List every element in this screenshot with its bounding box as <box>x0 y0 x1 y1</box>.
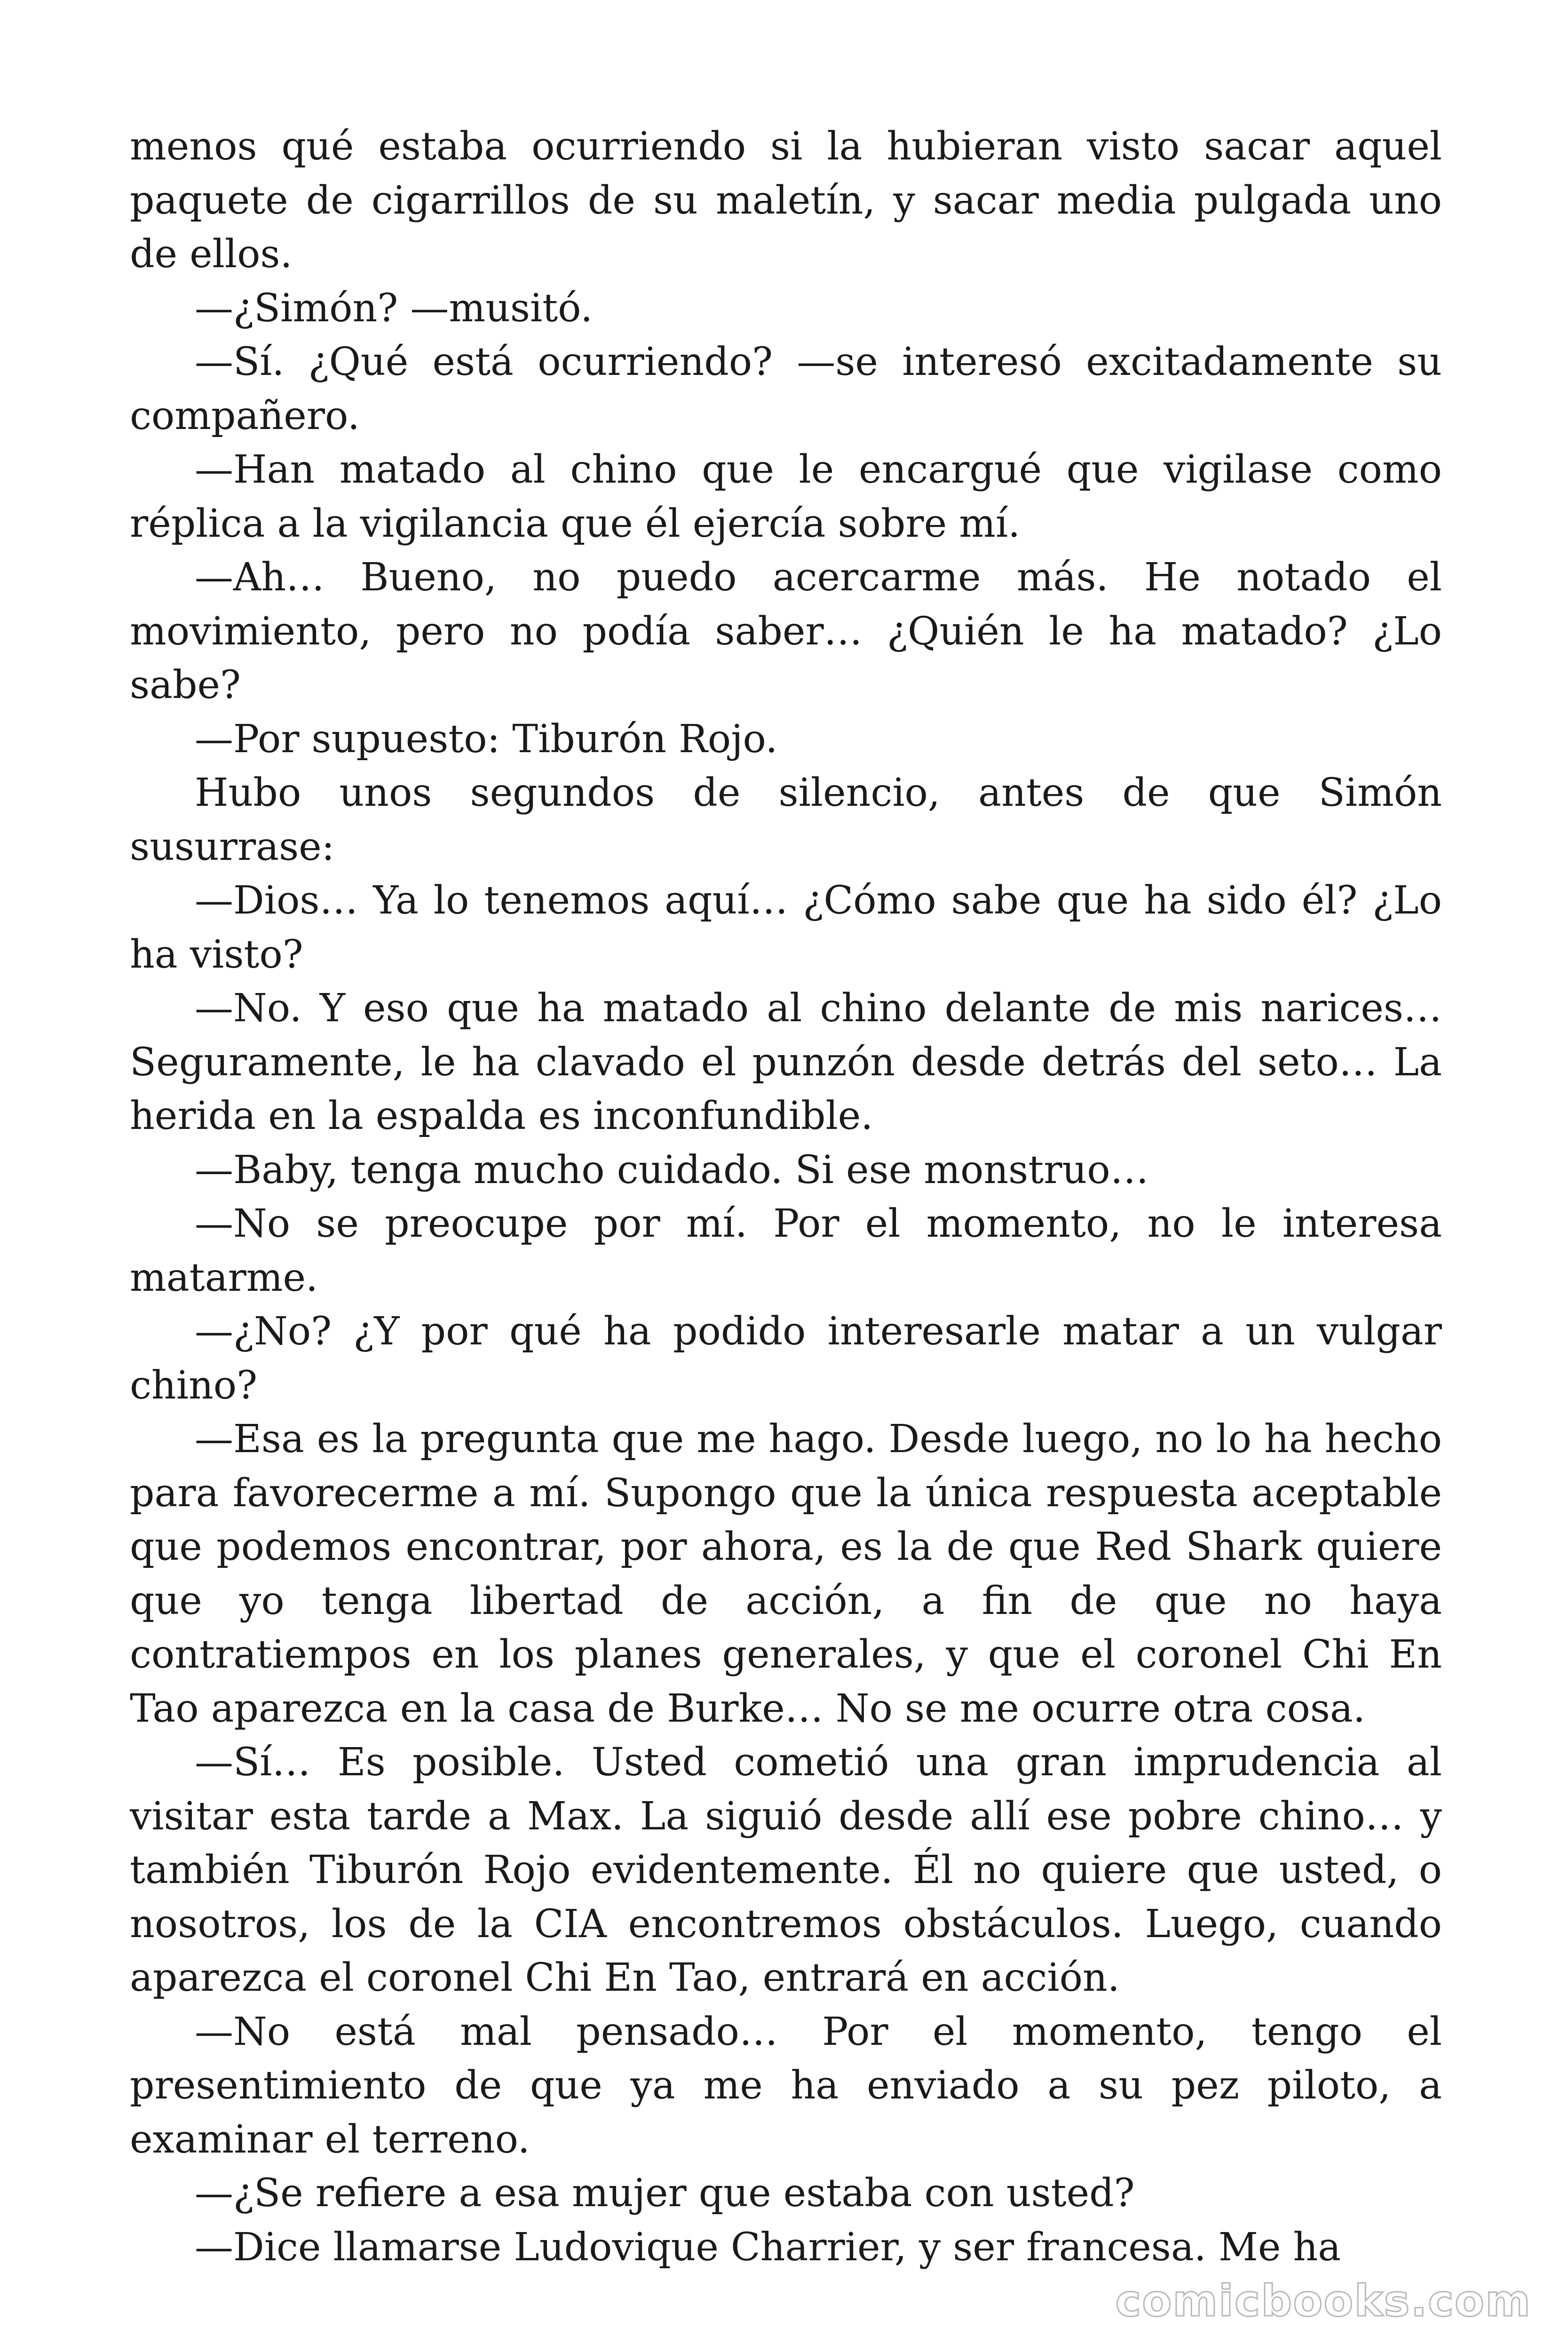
paragraph-7: Hubo unos segundos de silencio, antes de que Simón susurrase: <box>130 771 1442 869</box>
paragraph-2: —¿Simón? —musitó. <box>195 286 593 331</box>
paragraph-14: —Sí… Es posible. Usted cometió una gran imprudencia al visitar esta tarde a Max. La siguió desde allí ese pobre chino… y también Tiburón Rojo evidentemente. Él no quiere que usted, o nosotros, los de la CIA encontremos obstáculos. Luego, cuando aparezca el coronel Chi En Tao, entrará en acción. <box>130 1740 1442 2000</box>
paragraph-4: —Han matado al chino que le encargué que vigilase como réplica a la vigilancia que él ejercía sobre mí. <box>130 447 1442 546</box>
paragraph-15: —No está mal pensado… Por el momento, tengo el presentimiento de que ya me ha enviado a su pez piloto, a examinar el terreno. <box>130 2009 1442 2162</box>
paragraph-9: —No. Y eso que ha matado al chino delante de mis narices… Seguramente, le ha clavado el punzón desde detrás del seto… La herida en la espalda es inconfundible. <box>130 986 1442 1138</box>
paragraph-16: —¿Se refiere a esa mujer que estaba con usted? <box>195 2171 1135 2216</box>
paragraph-6: —Por supuesto: Tiburón Rojo. <box>195 716 778 762</box>
watermark-logo: comicbooks.com <box>1115 2276 1531 2326</box>
paragraph-12: —¿No? ¿Y por qué ha podido interesarle matar a un vulgar chino? <box>130 1309 1442 1408</box>
paragraph-3: —Sí. ¿Qué está ocurriendo? —se interesó excitadamente su compañero. <box>130 340 1442 438</box>
paragraph-5: —Ah… Bueno, no puedo acercarme más. He notado el movimiento, pero no podía saber… ¿Quién le ha matado? ¿Lo sabe? <box>130 555 1442 707</box>
paragraph-10: —Baby, tenga mucho cuidado. Si ese monstruo… <box>195 1147 1149 1192</box>
page-body-text <box>130 120 1442 2274</box>
paragraph-11: —No se preocupe por mí. Por el momento, no le interesa matarme. <box>130 1201 1442 1300</box>
paragraph-8: —Dios… Ya lo tenemos aquí… ¿Cómo sabe que ha sido él? ¿Lo ha visto? <box>130 878 1442 977</box>
paragraph-1: menos qué estaba ocurriendo si la hubieran visto sacar aquel paquete de cigarrillos de su maletín, y sacar media pulgada uno de ellos. <box>130 124 1442 277</box>
paragraph-13: —Esa es la pregunta que me hago. Desde luego, no lo ha hecho para favorecerme a mí. Supongo que la única respuesta aceptable que podemos encontrar, por ahora, es la de que Red Shark quiere que yo tenga libertad de acción, a fin de que no haya contratiempos en los planes generales, y que el coronel Chi En Tao aparezca en la casa de Burke… No se me ocurre otra cosa. <box>130 1417 1442 1731</box>
paragraph-17: —Dice llamarse Ludovique Charrier, y ser francesa. Me ha <box>195 2225 1341 2270</box>
